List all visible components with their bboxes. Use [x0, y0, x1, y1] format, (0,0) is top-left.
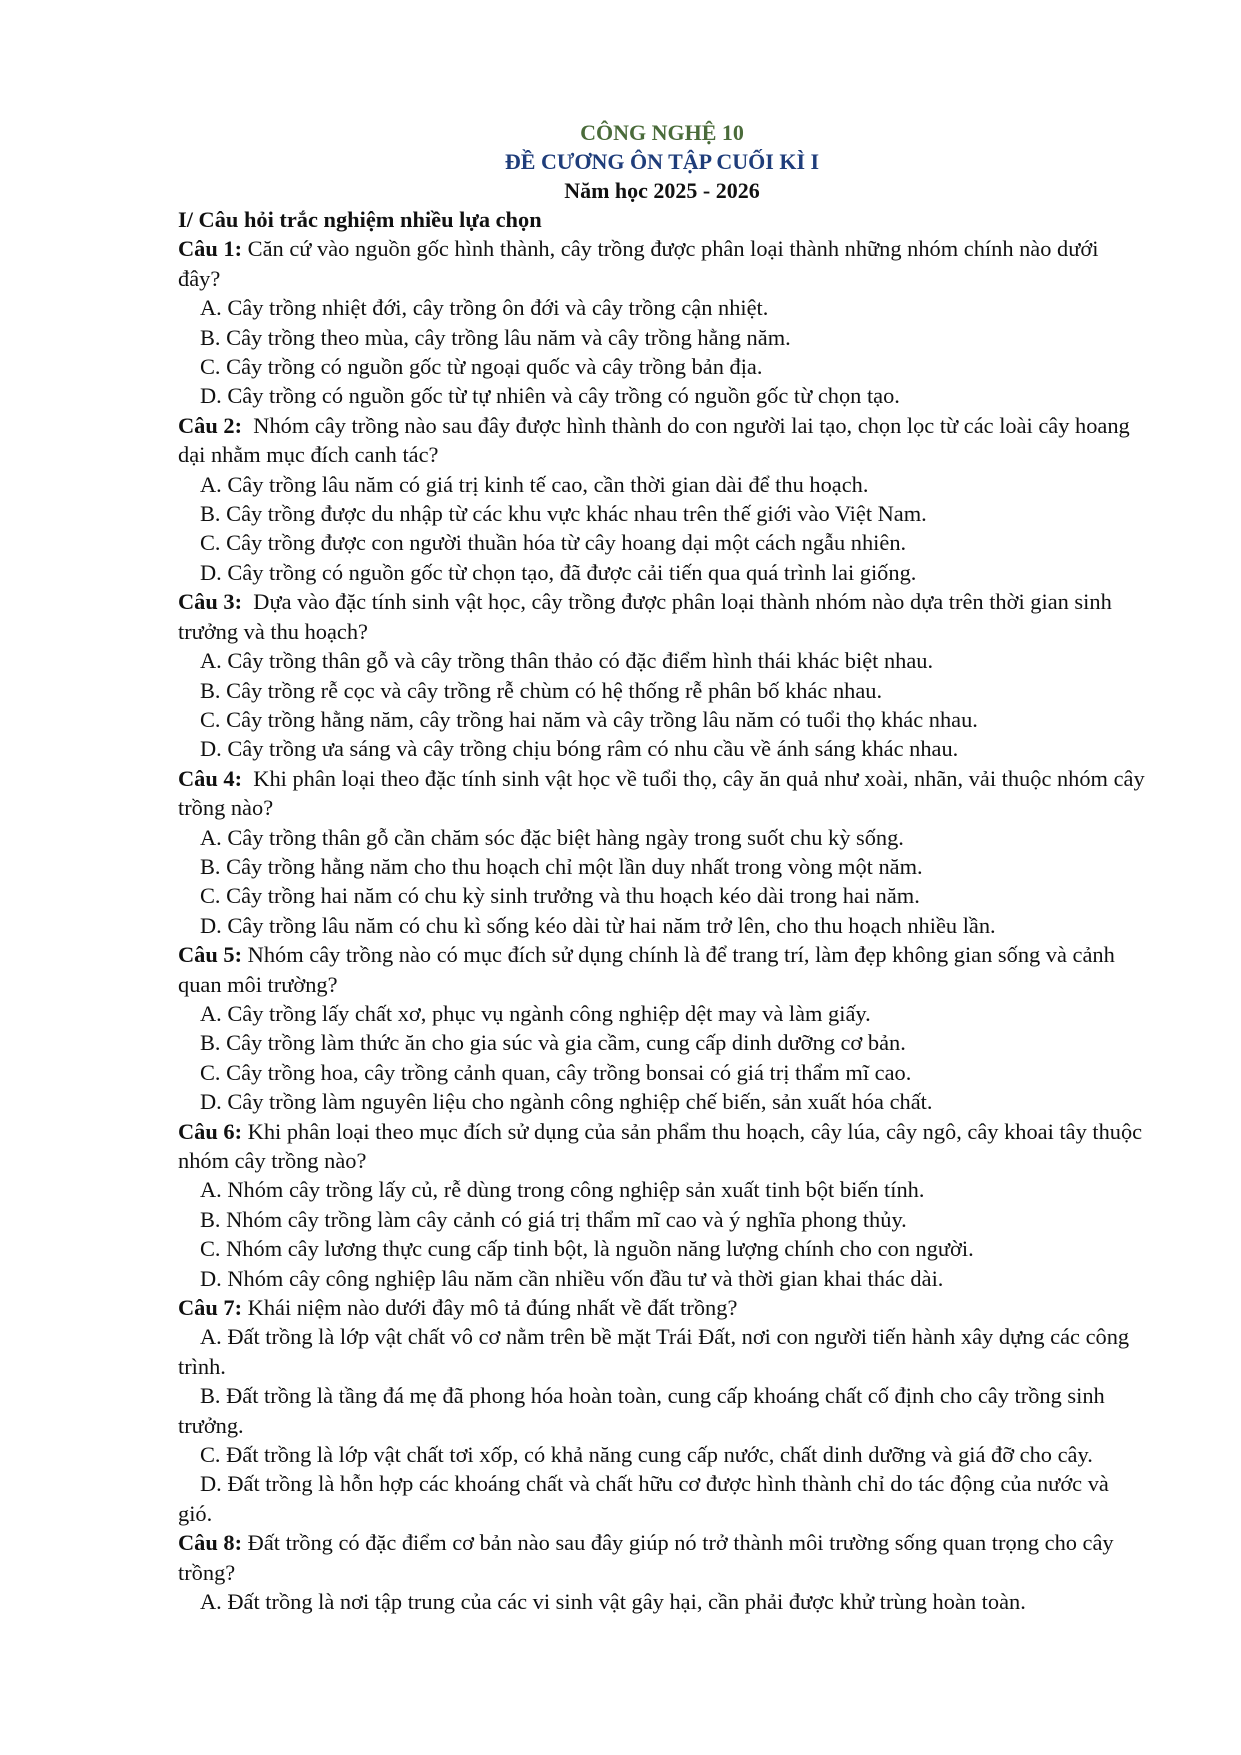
question-4 — [178, 764, 1151, 940]
question-label: Câu 3: — [178, 589, 243, 615]
question-label: Câu 2: — [178, 412, 243, 438]
answer-option-d: D. Cây trồng có nguồn gốc từ tự nhiên và cây trồng có nguồn gốc từ chọn tạo. — [200, 383, 900, 409]
question-stem — [178, 764, 1151, 823]
answer-option-a: A. Cây trồng thân gỗ và cây trồng thân thảo có đặc điểm hình thái khác biệt nhau. — [200, 648, 934, 674]
question-text: Căn cứ vào nguồn gốc hình thành, cây trồng được phân loại thành những nhóm chính nào dưới đây? — [178, 236, 1105, 291]
question-8 — [178, 1528, 1146, 1616]
question-text: Khái niệm nào dưới đây mô tả đúng nhất về đất trồng? — [242, 1295, 738, 1321]
question-label: Câu 5: — [178, 942, 243, 968]
answer-option-d: D. Nhóm cây công nghiệp lâu năm cần nhiều vốn đầu tư và thời gian khai thác dài. — [200, 1265, 944, 1291]
answer-option-a: A. Cây trồng thân gỗ cần chăm sóc đặc biệt hàng ngày trong suốt chu kỳ sống. — [200, 824, 904, 850]
answer-option-d: D. Cây trồng lâu năm có chu kì sống kéo dài từ hai năm trở lên, cho thu hoạch nhiều lần. — [200, 912, 996, 938]
answer-option-c: C. Cây trồng hằng năm, cây trồng hai năm và cây trồng lâu năm có tuổi thọ khác nhau. — [200, 706, 978, 732]
question-label: Câu 4: — [178, 765, 243, 791]
answer-option-a: A. Cây trồng nhiệt đới, cây trồng ôn đới và cây trồng cận nhiệt. — [200, 295, 769, 321]
question-1 — [178, 234, 1146, 410]
question-label: Câu 6: — [178, 1118, 243, 1144]
answer-option-c: C. Đất trồng là lớp vật chất tơi xốp, có khả năng cung cấp nước, chất dinh dưỡng và giá đỡ cho cây. — [200, 1442, 1093, 1468]
answer-option-d: D. Đất trồng là hỗn hợp các khoáng chất và chất hữu cơ được hình thành chỉ do tác động của nước và gió. — [178, 1471, 1109, 1526]
section-title: I/ Câu hỏi trắc nghiệm nhiều lựa chọn — [178, 207, 542, 232]
answer-option-d: D. Cây trồng làm nguyên liệu cho ngành công nghiệp chế biến, sản xuất hóa chất. — [200, 1089, 933, 1115]
answer-option-c: C. Cây trồng hai năm có chu kỳ sinh trưởng và thu hoạch kéo dài trong hai năm. — [200, 883, 920, 909]
answer-option-b: B. Cây trồng theo mùa, cây trồng lâu năm và cây trồng hằng năm. — [200, 324, 791, 350]
answer-option-b: B. Nhóm cây trồng làm cây cảnh có giá trị thẩm mĩ cao và ý nghĩa phong thủy. — [200, 1206, 907, 1232]
question-stem — [178, 940, 1146, 999]
answer-option-a: A. Nhóm cây trồng lấy củ, rễ dùng trong công nghiệp sản xuất tinh bột biến tính. — [200, 1177, 925, 1203]
subject-title: CÔNG NGHỆ 10 — [580, 120, 744, 145]
answer-option-b: B. Cây trồng rễ cọc và cây trồng rễ chùm có hệ thống rễ phân bố khác nhau. — [200, 677, 883, 703]
question-text: Nhóm cây trồng nào sau đây được hình thành do con người lai tạo, chọn lọc từ các loài cây hoang dại nhằm mục đích canh tác? — [178, 412, 1136, 468]
question-stem — [178, 1293, 1146, 1322]
question-stem — [178, 234, 1146, 293]
question-stem — [178, 1528, 1146, 1587]
question-text: Đất trồng có đặc điểm cơ bản nào sau đây giúp nó trở thành môi trường sống quan trọng cho cây trồng? — [178, 1530, 1120, 1585]
answer-option-b: B. Đất trồng là tầng đá mẹ đã phong hóa hoàn toàn, cung cấp khoáng chất cố định cho cây trồng sinh trưởng. — [178, 1383, 1105, 1438]
question-stem — [178, 411, 1146, 470]
document-title: ĐỀ CƯƠNG ÔN TẬP CUỐI KÌ I — [504, 149, 820, 174]
question-label: Câu 7: — [178, 1295, 243, 1321]
question-stem — [178, 1117, 1146, 1176]
answer-option-c: C. Cây trồng hoa, cây trồng cảnh quan, cây trồng bonsai có giá trị thẩm mĩ cao. — [200, 1059, 912, 1085]
answer-option-a: A. Cây trồng lâu năm có giá trị kinh tế cao, cần thời gian dài để thu hoạch. — [200, 471, 869, 497]
answer-option-a: A. Đất trồng là lớp vật chất vô cơ nằm trên bề mặt Trái Đất, nơi con người tiến hành xây dựng các công trình. — [178, 1324, 1130, 1379]
answer-option-d: D. Cây trồng ưa sáng và cây trồng chịu bóng râm có nhu cầu về ánh sáng khác nhau. — [200, 736, 959, 762]
answer-option-a: A. Cây trồng lấy chất xơ, phục vụ ngành công nghiệp dệt may và làm giấy. — [200, 1000, 871, 1026]
answer-option-c: C. Cây trồng có nguồn gốc từ ngoại quốc và cây trồng bản địa. — [200, 354, 763, 380]
school-year: Năm học 2025 - 2026 — [564, 178, 760, 203]
question-label: Câu 8: — [178, 1530, 243, 1556]
question-7 — [178, 1293, 1146, 1528]
answer-option-d: D. Cây trồng có nguồn gốc từ chọn tạo, đã được cải tiến qua quá trình lai giống. — [200, 559, 917, 585]
answer-option-c: C. Cây trồng được con người thuần hóa từ cây hoang dại một cách ngẫu nhiên. — [200, 530, 907, 556]
document-header — [178, 118, 1146, 205]
question-text: Nhóm cây trồng nào có mục đích sử dụng chính là để trang trí, làm đẹp không gian sống và cảnh quan môi trường? — [178, 942, 1121, 997]
question-label: Câu 1: — [178, 236, 243, 262]
question-3 — [178, 587, 1146, 763]
question-stem — [178, 587, 1146, 646]
question-text: Dựa vào đặc tính sinh vật học, cây trồng được phân loại thành nhóm nào dựa trên thời gian sinh trưởng và thu hoạch? — [178, 589, 1118, 644]
question-text: Khi phân loại theo đặc tính sinh vật học về tuổi thọ, cây ăn quả như xoài, nhãn, vải thuộc nhóm cây trồng nào? — [178, 765, 1151, 821]
answer-option-b: B. Cây trồng làm thức ăn cho gia súc và gia cầm, cung cấp dinh dưỡng cơ bản. — [200, 1030, 906, 1056]
document-page — [178, 118, 1151, 1617]
question-5 — [178, 940, 1146, 1116]
answer-option-c: C. Nhóm cây lương thực cung cấp tinh bột, là nguồn năng lượng chính cho con người. — [200, 1236, 974, 1262]
question-2 — [178, 411, 1146, 587]
question-text: Khi phân loại theo mục đích sử dụng của sản phẩm thu hoạch, cây lúa, cây ngô, cây khoai tây thuộc nhóm cây trồng nào? — [178, 1118, 1148, 1173]
answer-option-b: B. Cây trồng hằng năm cho thu hoạch chỉ một lần duy nhất trong vòng một năm. — [200, 853, 923, 879]
question-list — [178, 234, 1151, 1616]
answer-option-b: B. Cây trồng được du nhập từ các khu vực khác nhau trên thế giới vào Việt Nam. — [200, 501, 927, 527]
answer-option-a: A. Đất trồng là nơi tập trung của các vi sinh vật gây hại, cần phải được khử trùng hoàn toàn. — [200, 1589, 1026, 1615]
question-6 — [178, 1117, 1146, 1293]
